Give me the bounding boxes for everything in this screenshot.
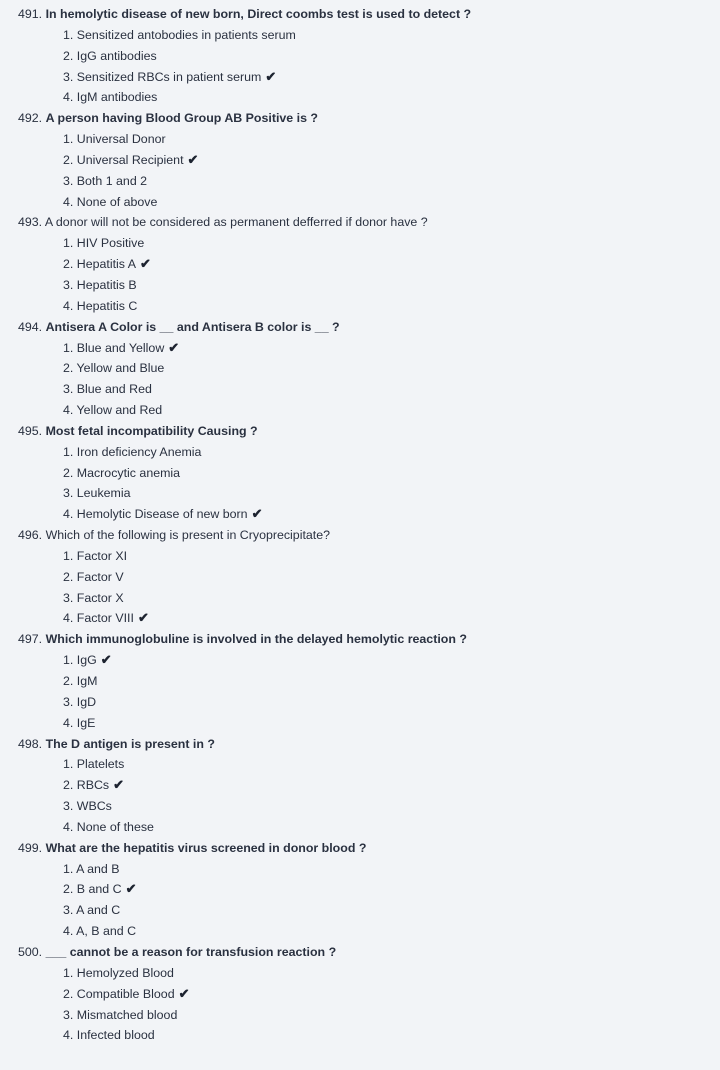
- checkmark-icon: ✔: [251, 506, 263, 522]
- answer-option-text: 1. Factor XI: [63, 548, 128, 563]
- answer-option-text: 3. IgD: [63, 694, 97, 709]
- question-491: [0, 4, 720, 25]
- answer-option: [0, 608, 720, 629]
- answer-option: [0, 296, 720, 317]
- question-497: [0, 629, 720, 650]
- question-text: Most fetal incompatibility Causing ?: [45, 423, 258, 438]
- answer-option-text: 2. Yellow and Blue: [63, 361, 165, 376]
- answer-option-text: 1. HIV Positive: [63, 236, 145, 251]
- answer-option-text: 2. Compatible Blood: [63, 986, 175, 1001]
- question-number: 491.: [18, 7, 43, 21]
- answer-option-text: 4. Hemolytic Disease of new born: [63, 507, 248, 522]
- answer-option: [0, 650, 720, 671]
- answer-option: [0, 150, 720, 171]
- question-493: [0, 212, 720, 233]
- answer-option: [0, 713, 720, 734]
- question-number: 497.: [18, 632, 43, 647]
- answer-option: [0, 275, 720, 296]
- question-500: [0, 942, 720, 963]
- answer-option: [0, 87, 720, 108]
- question-number: 498.: [18, 736, 43, 751]
- answer-option-text: 3. Sensitized RBCs in patient serum: [63, 69, 262, 84]
- question-text: A donor will not be considered as permanent defferred if donor have ?: [44, 215, 428, 230]
- question-text: A person having Blood Group AB Positive is ?: [45, 111, 318, 126]
- answer-option: [0, 879, 720, 900]
- answer-option: [0, 984, 720, 1005]
- answer-option: [0, 796, 720, 817]
- checkmark-icon: ✔: [125, 881, 137, 897]
- answer-option-text: 1. A and B: [63, 861, 120, 876]
- question-text: Which immunoglobuline is involved in the delayed hemolytic reaction ?: [45, 632, 467, 647]
- answer-option: [0, 754, 720, 775]
- checkmark-icon: ✔: [187, 151, 199, 167]
- answer-option: [0, 775, 720, 796]
- question-text: What are the hepatitis virus screened in donor blood ?: [45, 840, 367, 855]
- checkmark-icon: ✔: [140, 256, 151, 272]
- answer-option-text: 3. Hepatitis B: [63, 277, 137, 292]
- answer-option-text: 1. Iron deficiency Anemia: [63, 444, 202, 459]
- answer-option: [0, 400, 720, 421]
- answer-option: [0, 463, 720, 484]
- answer-option-text: 3. Factor X: [63, 590, 124, 605]
- answer-option: [0, 442, 720, 463]
- answer-option: [0, 921, 720, 942]
- answer-option-text: 4. Hepatitis C: [63, 298, 138, 313]
- answer-option-text: 3. Both 1 and 2: [63, 173, 148, 188]
- question-492: [0, 108, 720, 129]
- answer-option-text: 1. Blue and Yellow: [63, 340, 165, 355]
- answer-option: [0, 504, 720, 525]
- question-list: [0, 4, 720, 1046]
- question-number: 494.: [18, 319, 43, 334]
- answer-option-text: 1. Hemolyzed Blood: [63, 965, 174, 980]
- answer-option: [0, 358, 720, 379]
- answer-option: [0, 671, 720, 692]
- answer-option-text: 1. Platelets: [63, 757, 125, 772]
- answer-option-text: 4. Yellow and Red: [63, 403, 163, 418]
- question-text: In hemolytic disease of new born, Direct coombs test is used to detect ?: [45, 7, 472, 21]
- answer-option: [0, 900, 720, 921]
- answer-option-text: 2. Macrocytic anemia: [63, 465, 181, 480]
- answer-option-text: 2. Factor V: [63, 569, 124, 584]
- answer-option-text: 4. Infected blood: [63, 1028, 155, 1043]
- answer-option: [0, 1025, 720, 1046]
- question-text: Antisera A Color is __ and Antisera B color is __ ?: [45, 319, 340, 334]
- checkmark-icon: ✔: [113, 777, 125, 793]
- question-number: 499.: [18, 840, 43, 855]
- answer-option: [0, 46, 720, 67]
- checkmark-icon: ✔: [178, 985, 190, 1001]
- answer-option-text: 4. IgM antibodies: [63, 90, 158, 105]
- checkmark-icon: ✔: [100, 652, 112, 668]
- answer-option-text: 2. IgG antibodies: [63, 48, 157, 63]
- answer-option: [0, 546, 720, 567]
- answer-option: [0, 567, 720, 588]
- answer-option-text: 4. None of above: [63, 194, 158, 209]
- answer-option-text: 2. RBCs: [63, 778, 110, 793]
- answer-option-text: 3. Mismatched blood: [63, 1007, 178, 1022]
- answer-option: [0, 338, 720, 359]
- answer-option: [0, 171, 720, 192]
- checkmark-icon: ✔: [265, 68, 277, 84]
- answer-option: [0, 25, 720, 46]
- answer-option: [0, 1005, 720, 1026]
- answer-option-text: 2. Hepatitis A: [63, 257, 137, 272]
- checkmark-icon: ✔: [137, 610, 149, 626]
- answer-option: [0, 67, 720, 88]
- answer-option-text: 3. Blue and Red: [63, 382, 152, 397]
- answer-option: [0, 588, 720, 609]
- question-496: [0, 525, 720, 546]
- question-text: The D antigen is present in ?: [45, 736, 215, 751]
- question-498: [0, 734, 720, 755]
- question-495: [0, 421, 720, 442]
- answer-option-text: 3. WBCs: [63, 799, 112, 814]
- answer-option: [0, 129, 720, 150]
- answer-option: [0, 859, 720, 880]
- answer-option-text: 1. Sensitized antobodies in patients serum: [63, 27, 296, 42]
- question-number: 495.: [18, 423, 43, 438]
- answer-option-text: 1. IgG: [63, 653, 97, 668]
- answer-option: [0, 192, 720, 213]
- answer-option-text: 2. B and C: [63, 882, 122, 897]
- question-number: 496.: [18, 528, 43, 543]
- answer-option-text: 2. IgM: [63, 674, 98, 688]
- answer-option-text: 1. Universal Donor: [63, 132, 166, 147]
- question-number: 492.: [18, 111, 43, 126]
- answer-option-text: 4. IgE: [63, 715, 96, 730]
- answer-option-text: 4. A, B and C: [63, 924, 137, 939]
- answer-option-text: 4. Factor VIII: [63, 611, 134, 626]
- answer-option-text: 3. Leukemia: [63, 486, 131, 501]
- answer-option: [0, 233, 720, 254]
- question-text: Which of the following is present in Cryoprecipitate?: [45, 528, 331, 543]
- answer-option: [0, 483, 720, 504]
- answer-option-text: 4. None of these: [63, 819, 154, 834]
- answer-option: [0, 254, 720, 275]
- question-text: ___ cannot be a reason for transfusion reaction ?: [45, 944, 337, 959]
- checkmark-icon: ✔: [168, 339, 180, 355]
- question-number: 500.: [18, 944, 43, 959]
- answer-option: [0, 817, 720, 838]
- question-494: [0, 317, 720, 338]
- answer-option-text: 3. A and C: [63, 903, 121, 918]
- answer-option: [0, 379, 720, 400]
- answer-option: [0, 963, 720, 984]
- answer-option-text: 2. Universal Recipient: [63, 152, 184, 167]
- question-number: 493.: [18, 215, 43, 230]
- question-499: [0, 838, 720, 859]
- answer-option: [0, 692, 720, 713]
